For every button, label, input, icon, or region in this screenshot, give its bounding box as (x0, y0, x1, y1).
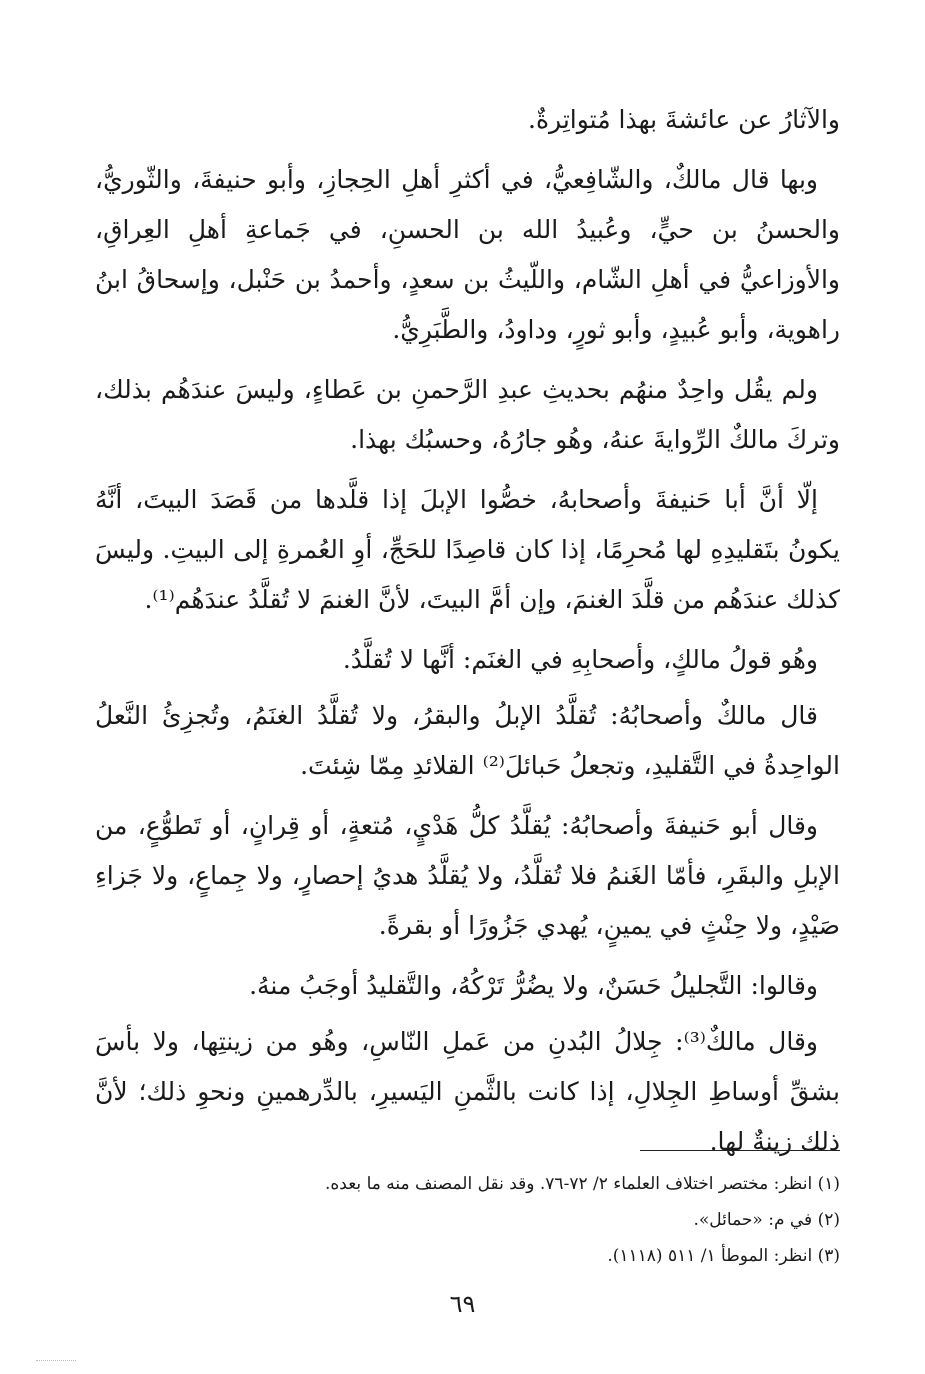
footnote-3: (٣) انظر: الموطأ ١/ ٥١١ (١١١٨). (607, 1246, 840, 1266)
main-text (95, 95, 840, 1177)
footnote-divider (640, 1150, 840, 1151)
paragraph-5: وهُو قولُ مالكٍ، وأصحابِهِ في الغنَم: أنَّها لا تُقلَّدُ. (342, 645, 818, 674)
scan-artifact (36, 1360, 76, 1361)
footnotes (95, 1166, 840, 1274)
footnote-2: (٢) في م: «حمائل». (693, 1210, 840, 1230)
paragraph-9: وقال مالكٌ⁽³⁾: جِلالُ البُدنِ من عَملِ النّاسِ، وهُو من زينتِها، ولا بأسَ بشقِّ أوساطِ الجِلالِ، إذا كانت بالثَّمنِ اليَسيرِ، بالدِّرهمينِ ونحوِ ذلك؛ لأنَّ ذلك زينةٌ لها. (95, 1027, 840, 1156)
paragraph-4: إلّا أنَّ أبا حَنيفةَ وأصحابهُ، خصُّوا الإبلَ إذا قلَّدها من قَصَدَ البيتَ، أنَّهُ يكونُ بتَقليدِهِ لها مُحرِمًا، إذا كان قاصِدًا للحَجِّ، أوِ العُمرةِ إلى البيتِ. وليسَ كذلك عندَهُم من قلَّدَ الغنمَ، وإن أمَّ البيتَ، لأنَّ الغنمَ لا تُقلَّدُ عندَهُم⁽¹⁾. (95, 485, 840, 614)
paragraph-1: والآثارُ عن عائشةَ بهذا مُتواتِرةٌ. (528, 105, 840, 134)
page-number: ٦٩ (449, 1290, 476, 1318)
paragraph-7: وقال أبو حَنيفةَ وأصحابُهُ: يُقلَّدُ كلُّ هَدْيٍ، مُتعةٍ، أو قِرانٍ، أو تَطوُّعٍ، من الإبلِ والبقَرِ، فأمّا الغَنمُ فلا تُقلَّدُ، ولا يُقلَّدُ هديُ إحصارٍ، ولا جِماعٍ، ولا جَزاءِ صَيْدٍ، ولا حِنْثٍ في يمينٍ، يُهدي جَزُورًا أو بقرةً. (95, 811, 840, 940)
paragraph-8: وقالوا: التَّجليلُ حَسَنٌ، ولا يضُرُّ تَرْكُهُ، والتَّقليدُ أوجَبُ منهُ. (249, 971, 818, 1000)
paragraph-2: وبها قال مالكٌ، والشّافِعيُّ، في أكثرِ أهلِ الحِجازِ، وأبو حنيفةَ، والثّوريُّ، والحسنُ بن حيٍّ، وعُبيدُ الله بن الحسنِ، في جَماعةِ أهلِ العِراقِ، والأوزاعيُّ في أهلِ الشّام، واللّيثُ بن سعدٍ، وأحمدُ بن حَنْبل، وإسحاقُ ابنُ راهوية، وأبو عُبيدٍ، وأبو ثورٍ، وداودُ، والطَّبَرِيُّ. (95, 165, 840, 344)
footnote-1: (١) انظر: مختصر اختلاف العلماء ٢/ ٧٢-٧٦. وقد نقل المصنف منه ما بعده. (325, 1174, 840, 1194)
paragraph-3: ولم يقُل واحِدٌ منهُم بحديثِ عبدِ الرَّحمنِ بن عَطاءٍ، وليسَ عندَهُم بذلك، وتركَ مالكٌ الرِّوايةَ عنهُ، وهُو جارُهُ، وحسبُك بهذا. (95, 375, 840, 454)
paragraph-6: قال مالكٌ وأصحابُهُ: تُقلَّدُ الإبلُ والبقرُ، ولا تُقلَّدُ الغنَمُ، وتُجزِئُ النَّعلُ الواحِدةُ في التَّقليدِ، وتجعلُ حَبائلَ⁽²⁾ القلائدِ مِمّا شِئتَ. (95, 701, 840, 780)
